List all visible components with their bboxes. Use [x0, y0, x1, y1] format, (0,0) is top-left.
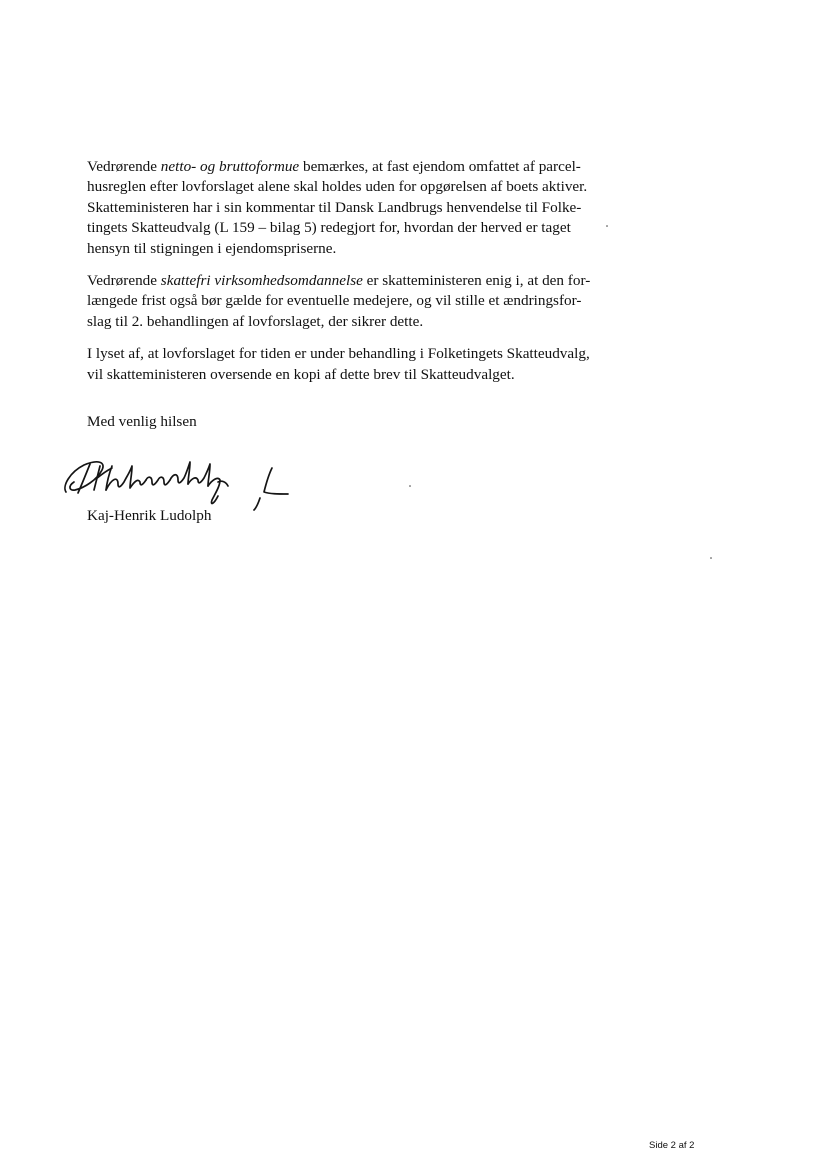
text-line [87, 157, 627, 177]
text-segment: hensyn til stigningen i ejendomspriserne. [87, 239, 337, 257]
text-segment: vil skatteministeren oversende en kopi af dette brev til Skatteudvalget. [87, 365, 515, 383]
text-line [87, 344, 627, 364]
text-segment: husreglen efter lovforslaget alene skal holdes uden for opgørelsen af boets aktiver. [87, 178, 588, 196]
body-paragraph [87, 157, 627, 259]
text-segment: tingets Skatteudvalg (L 159 – bilag 5) redegjort for, hvordan der herved er taget [87, 219, 571, 237]
closing-greeting: Med venlig hilsen [87, 413, 197, 430]
letter-body [87, 157, 627, 397]
text-segment: længede frist også bør gælde for eventuelle medejere, og vil stille et ændringsfor- [87, 292, 582, 310]
text-segment: Vedrørende [87, 158, 161, 175]
signer-name: Kaj-Henrik Ludolph [87, 507, 212, 524]
body-paragraph [87, 344, 627, 385]
text-line [87, 218, 627, 238]
text-line [87, 239, 627, 259]
scan-speck [710, 557, 712, 559]
scan-speck [409, 485, 411, 487]
text-line [87, 177, 627, 197]
text-segment: er skatteministeren enig i, at den for- [362, 272, 591, 290]
scan-speck [606, 225, 608, 227]
text-segment: slag til 2. behandlingen af lovforslaget, der sikrer dette. [87, 312, 424, 330]
page-number: Side 2 af 2 [649, 1140, 695, 1151]
text-segment: bemærkes, at fast ejendom omfattet af parcel- [299, 158, 581, 175]
text-segment: Vedrørende [87, 272, 161, 290]
italic-term: skattefri virksomhedsomdannelse [160, 272, 363, 290]
italic-term: netto- og bruttoformue [160, 158, 300, 175]
text-segment: I lyset af, at lovforslaget for tiden er under behandling i Folketingets Skatteudvalg, [87, 345, 590, 363]
text-line [87, 198, 627, 218]
text-line [87, 291, 627, 311]
text-line [87, 312, 627, 332]
text-line [87, 365, 627, 385]
body-paragraph [87, 271, 627, 332]
text-segment: Skatteministeren har i sin kommentar til Dansk Landbrugs henvendelse til Folke- [87, 198, 582, 216]
text-line [87, 271, 627, 291]
